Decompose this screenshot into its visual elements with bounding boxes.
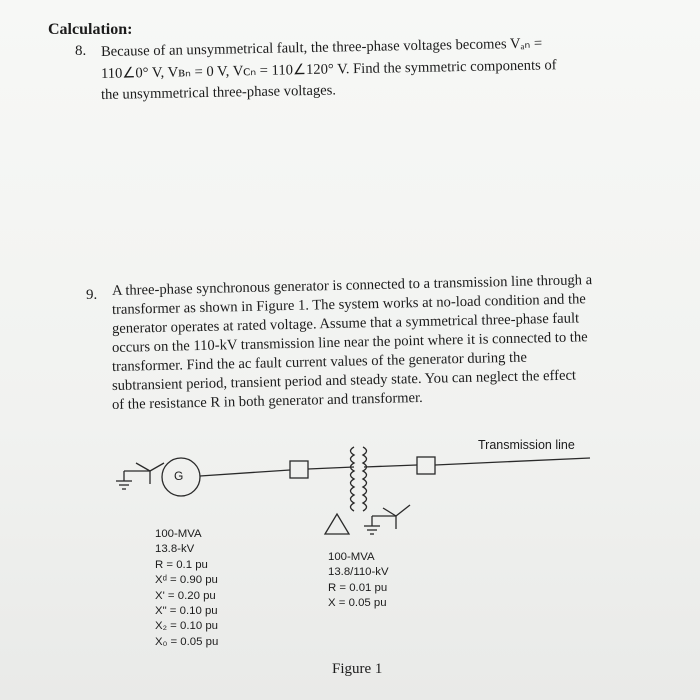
generator-spec-x0: X₀ = 0.05 pu xyxy=(155,635,219,648)
question-8-line-3: the unsymmetrical three-phase voltages. xyxy=(100,82,337,103)
figure-caption: Figure 1 xyxy=(332,661,383,677)
generator-spec-x-transient: X' = 0.20 pu xyxy=(155,589,216,602)
generator-spec-xd: Xᵈ = 0.90 pu xyxy=(155,574,218,587)
breaker-2-box xyxy=(417,457,435,474)
generator-specs xyxy=(155,527,218,650)
question-9-line-3: generator operates at rated voltage. Assume that a symmetrical three-phase fault xyxy=(111,310,580,337)
generator-spec-rating: 100-MVA xyxy=(155,528,202,540)
generator-spec-voltage: 13.8-kV xyxy=(155,543,195,556)
question-9-line-6: subtransient period, transient period and steady state. You can neglect the effect xyxy=(111,367,577,394)
question-9-number: 9. xyxy=(86,287,98,303)
transformer-specs xyxy=(328,550,389,612)
generator-wye-ground-icon xyxy=(116,463,164,489)
question-9-line-4: occurs on the 110-kV transmission line near the point where it is connected to the xyxy=(111,329,588,356)
generator-bus-line xyxy=(200,470,290,476)
question-9-line-5: transformer. Find the ac fault current values of the generator during the xyxy=(111,349,528,375)
transmission-line-label: Transmission line xyxy=(478,438,575,452)
transformer-spec-voltage: 13.8/110-kV xyxy=(328,566,389,579)
transformer-wye-ground-icon xyxy=(364,505,410,534)
question-8-number: 8. xyxy=(75,43,87,59)
breaker-to-transformer-line xyxy=(308,467,354,469)
question-8-line-1: Because of an unsymmetrical fault, the three-phase voltages becomes Vₐₙ = xyxy=(100,35,543,60)
question-9-line-1: A three-phase synchronous generator is connected to a transmission line through a xyxy=(111,272,593,299)
question-9-line-2: transformer as shown in Figure 1. The system works at no-load condition and the xyxy=(111,291,587,318)
transformer-coils-icon xyxy=(351,447,367,511)
generator-spec-x-subtransient: X" = 0.10 pu xyxy=(155,605,218,618)
generator-spec-r: R = 0.1 pu xyxy=(155,558,208,571)
transformer-delta-icon xyxy=(325,514,349,534)
question-8-line-2: 110∠0° V, Vʙₙ = 0 V, Vᴄₙ = 110∠120° V. Find the symmetric components of xyxy=(100,57,557,82)
transformer-spec-rating: 100-MVA xyxy=(328,551,375,563)
question-9-line-7: of the resistance R in both generator and transformer. xyxy=(111,389,423,413)
section-heading: Calculation: xyxy=(48,21,133,38)
transformer-spec-r: R = 0.01 pu xyxy=(328,581,388,594)
generator-spec-x2: X₂ = 0.10 pu xyxy=(155,620,219,633)
transmission-line xyxy=(435,458,590,465)
breaker-1-box xyxy=(290,461,308,478)
transformer-to-breaker-line xyxy=(364,465,417,467)
generator-symbol-label: G xyxy=(174,469,184,483)
transformer-spec-x: X = 0.05 pu xyxy=(328,597,387,610)
